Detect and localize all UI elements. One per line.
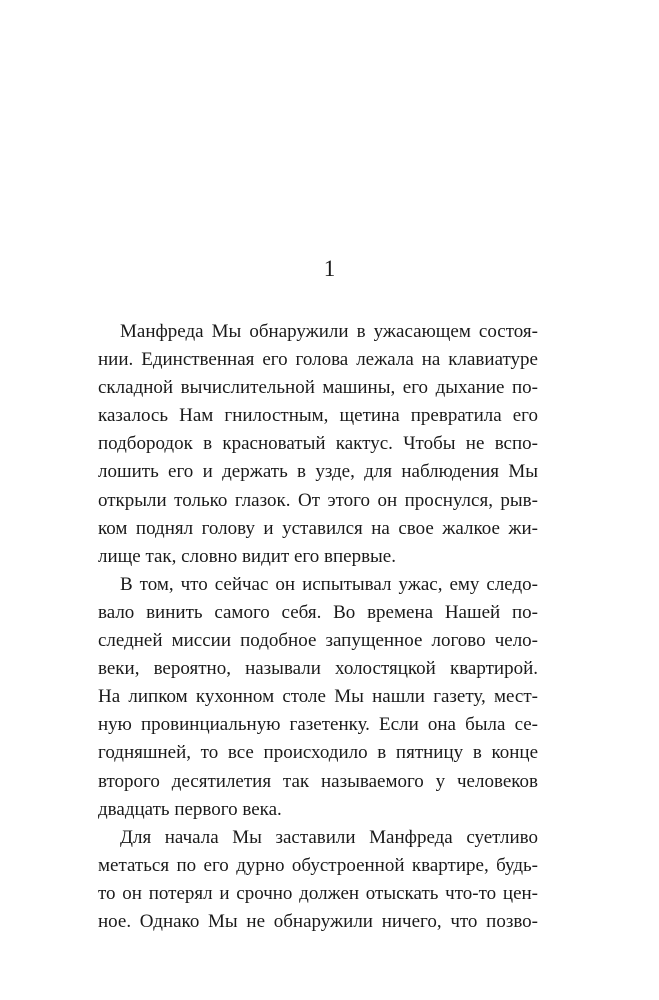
text-line: метаться по его дурно обустроенной квартире, будь- xyxy=(98,854,538,876)
text-line: двадцать первого века. xyxy=(98,798,282,820)
text-line: лошить его и держать в узде, для наблюдения Мы xyxy=(98,461,538,483)
text-line: открыли только глазок. От этого он проснулся, рыв- xyxy=(98,489,538,511)
text-line: Для начала Мы заставили Манфреда суетливо xyxy=(120,826,538,848)
text-line: нии. Единственная его голова лежала на клавиатуре xyxy=(98,349,538,371)
text-line: казалось Нам гнилостным, щетина превратила его xyxy=(98,405,538,427)
text-line: На липком кухонном столе Мы нашли газету, мест- xyxy=(98,686,538,708)
chapter-number: 1 xyxy=(323,256,336,281)
text-line: складной вычислительной машины, его дыхание по- xyxy=(98,377,538,399)
text-line: лище так, словно видит его впервые. xyxy=(98,545,396,567)
text-line: ную провинциальную газетенку. Если она была се- xyxy=(98,714,538,736)
body-text xyxy=(98,318,538,936)
text-line: годняшней, то все происходило в пятницу в конце xyxy=(98,742,538,764)
text-line: В том, что сейчас он испытывал ужас, ему следо- xyxy=(120,573,538,595)
text-line: ное. Однако Мы не обнаружили ничего, что позво- xyxy=(98,910,538,932)
text-line: то он потерял и срочно должен отыскать что-то цен- xyxy=(98,882,538,904)
text-line: подбородок в красноватый кактус. Чтобы не вспо- xyxy=(98,433,538,455)
text-line: вало винить самого себя. Во времена Нашей по- xyxy=(98,601,538,623)
text-line: Манфреда Мы обнаружили в ужасающем состоя- xyxy=(120,321,538,342)
text-line: второго десятилетия так называемого у человеков xyxy=(98,770,538,792)
text-line: следней миссии подобное запущенное логово чело- xyxy=(98,630,538,652)
text-line: веки, вероятно, называли холостяцкой квартирой. xyxy=(98,658,538,680)
text-line: ком поднял голову и уставился на свое жалкое жи- xyxy=(98,517,538,539)
